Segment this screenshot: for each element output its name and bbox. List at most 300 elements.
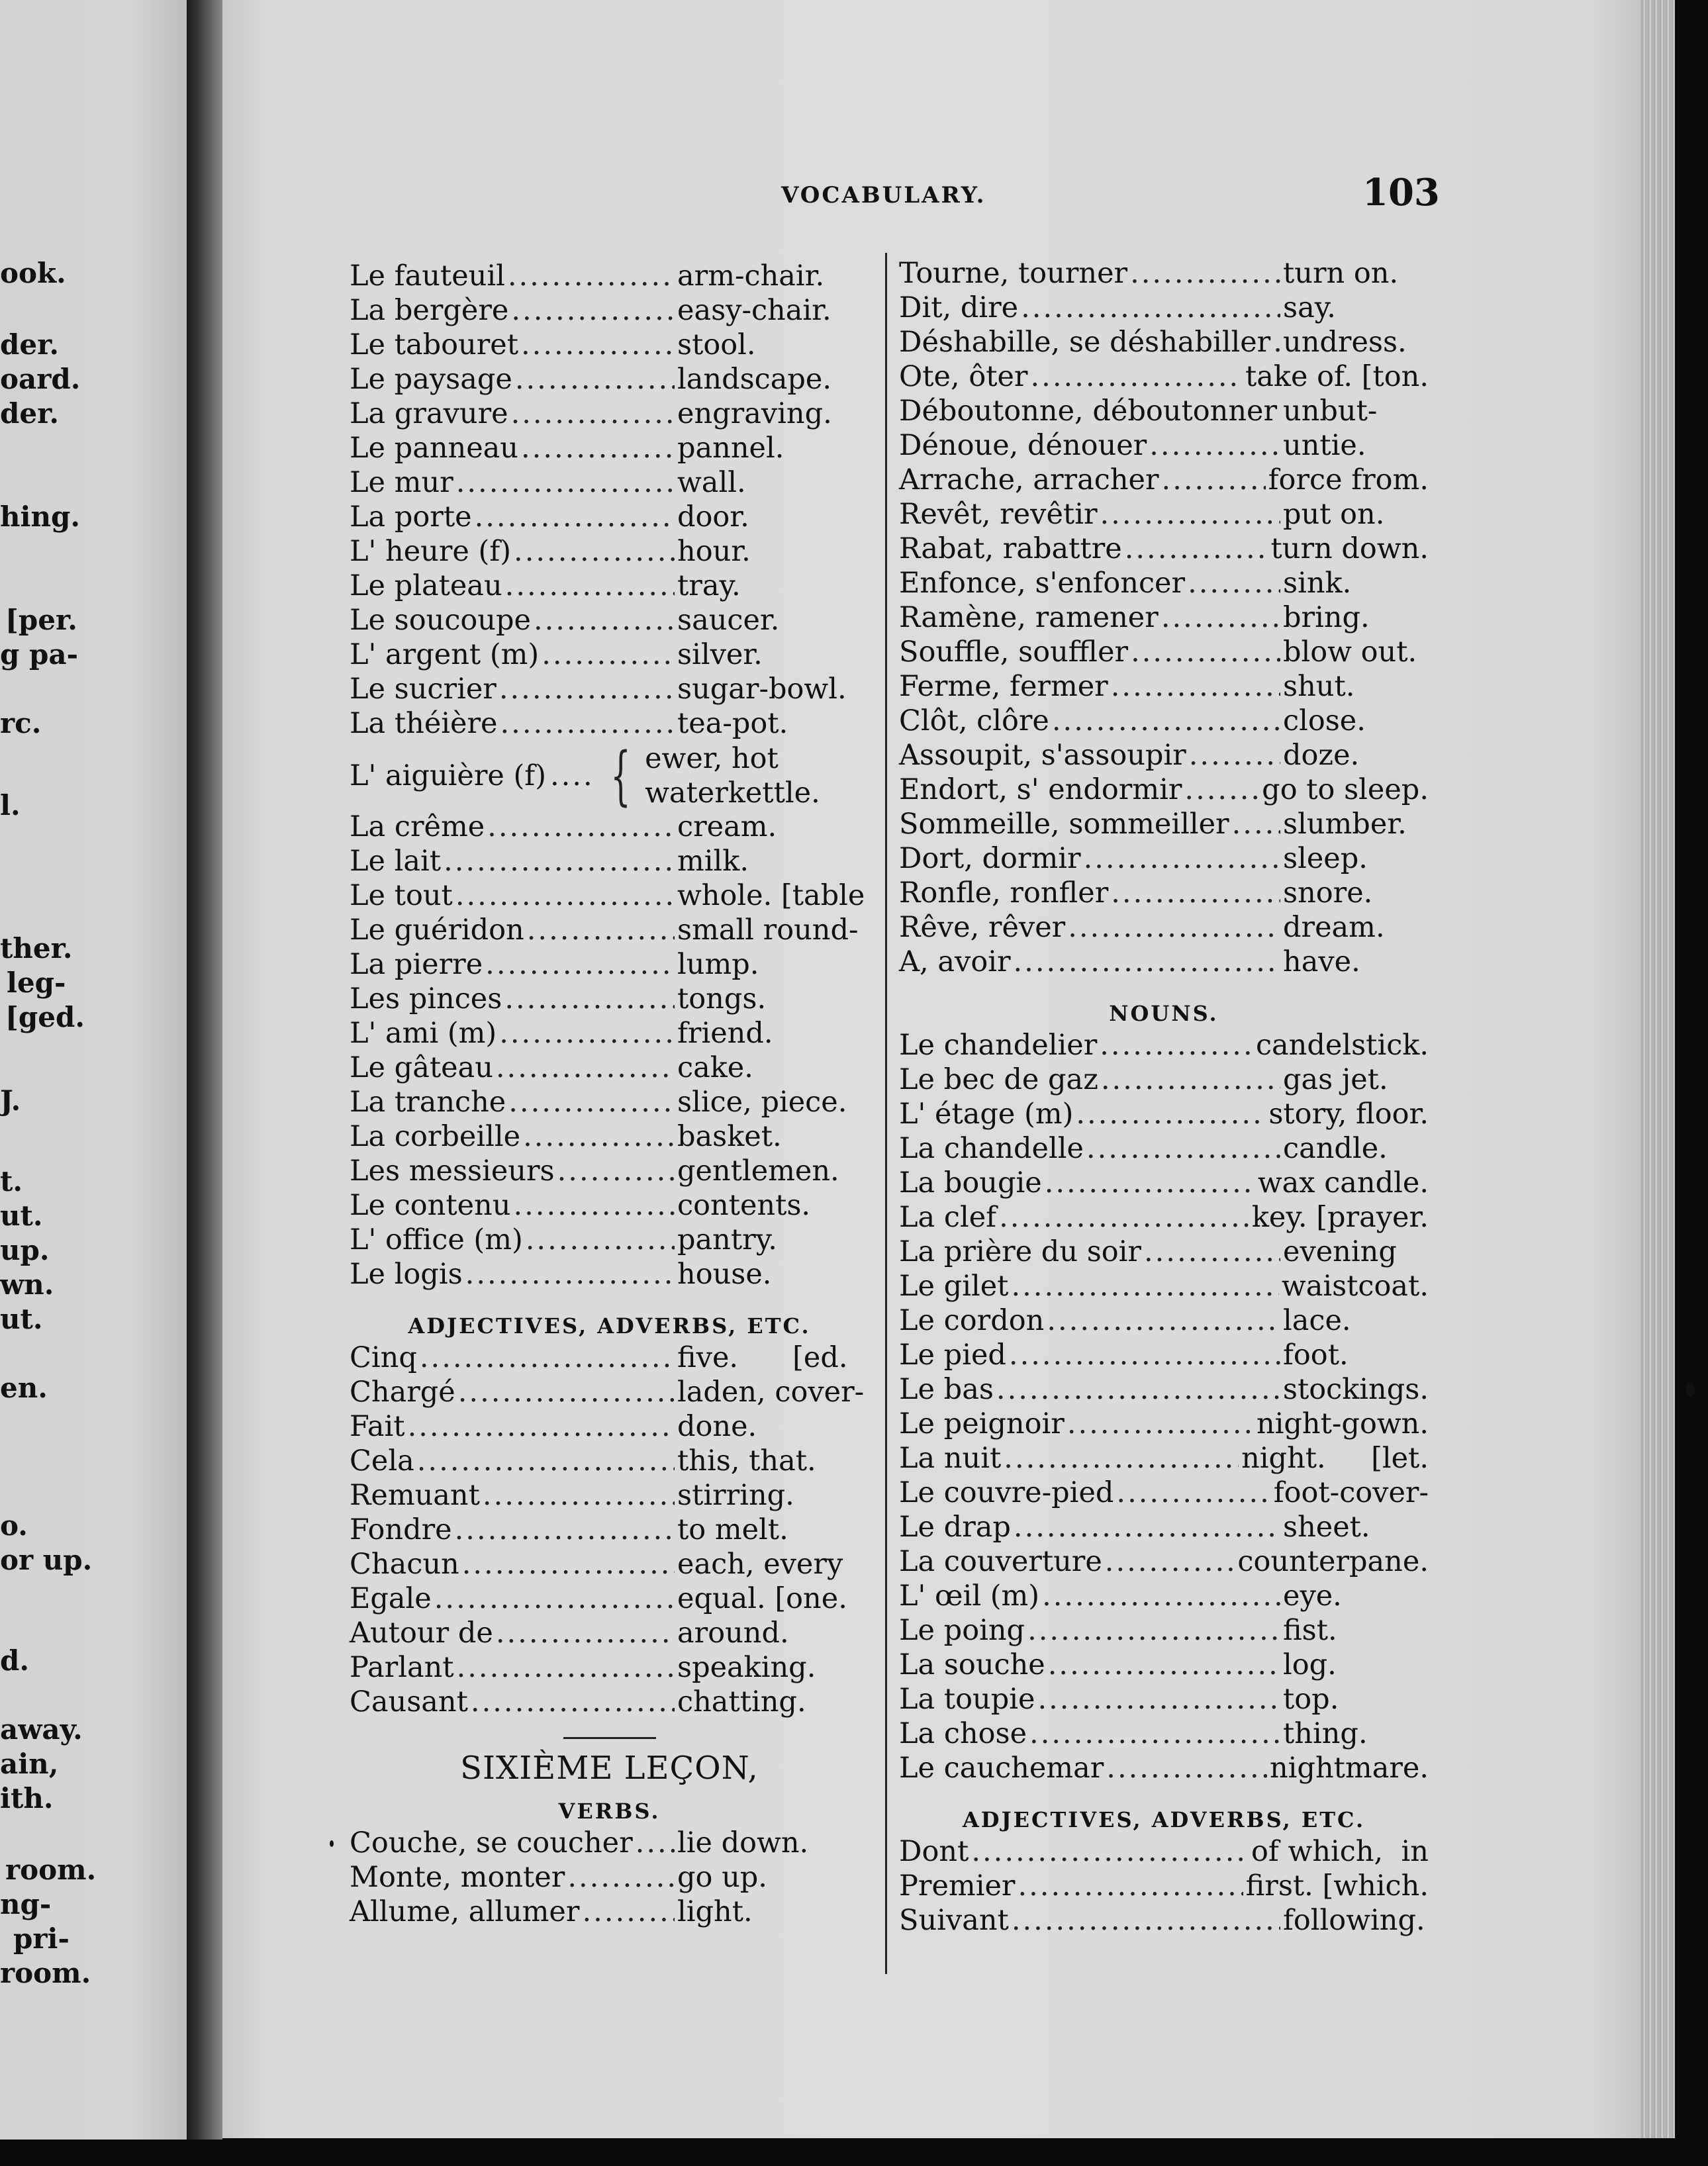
english-gloss: equal. [one. <box>677 1582 847 1615</box>
french-term: Couche, se coucher <box>350 1826 633 1860</box>
vocab-entry <box>350 1548 869 1582</box>
facing-page-text-fragment: hing. <box>0 500 81 533</box>
english-gloss: small round- <box>677 914 859 947</box>
french-term: Rêve, rêver <box>899 911 1066 944</box>
english-gloss: pantry. <box>677 1223 777 1256</box>
french-term: L' argent (m) <box>350 638 540 671</box>
leader-dots <box>483 1479 675 1512</box>
leader-dots <box>1004 1442 1239 1475</box>
english-gloss: door. <box>677 500 749 534</box>
vocab-entry <box>350 1086 869 1120</box>
vocab-entry <box>899 1029 1429 1063</box>
facing-page-text-fragment: room. <box>5 1854 97 1886</box>
facing-page-text-fragment: en. <box>0 1372 48 1404</box>
facing-page-text-fragment: der. <box>0 328 59 361</box>
vocab-entry <box>899 1235 1429 1270</box>
vocab-entry <box>899 601 1429 636</box>
leader-dots <box>496 1051 675 1084</box>
leader-dots <box>457 1651 675 1684</box>
vocab-entry <box>899 291 1429 326</box>
vocab-entry <box>899 1835 1429 1869</box>
english-gloss: turn on. <box>1283 257 1399 290</box>
english-gloss: landscape. <box>677 363 832 396</box>
english-gloss: waterkettle. <box>645 777 820 810</box>
leader-dots <box>1042 1579 1280 1613</box>
french-term: La crême <box>350 810 485 843</box>
french-term: La théière <box>350 707 498 740</box>
french-term: La corbeille <box>350 1120 521 1153</box>
facing-page-text-fragment: ther. <box>0 932 73 965</box>
vocab-entry <box>350 1617 869 1651</box>
english-gloss: eye. <box>1283 1579 1342 1613</box>
facing-page-text-fragment: g pa- <box>0 638 79 671</box>
leader-dots <box>1029 1717 1280 1750</box>
leader-dots <box>485 948 675 981</box>
leader-dots <box>1161 601 1280 634</box>
vocab-entry <box>350 397 869 432</box>
french-term: Cinq <box>350 1341 417 1374</box>
french-term: L' heure (f) <box>350 535 512 568</box>
english-gloss: arm-chair. <box>677 259 825 293</box>
french-term: Monte, monter <box>350 1861 565 1894</box>
book-gutter <box>187 0 222 2166</box>
leader-dots <box>534 604 675 637</box>
leader-dots <box>1188 567 1280 600</box>
vocab-entry <box>350 810 869 845</box>
vocab-entry <box>899 1373 1429 1407</box>
leader-dots <box>1009 1339 1280 1372</box>
vocab-entry <box>350 1223 869 1258</box>
english-gloss: dream. <box>1283 911 1385 944</box>
vocab-entry <box>350 1341 869 1376</box>
english-gloss: this, that. <box>677 1444 816 1478</box>
vocab-entry <box>899 1683 1429 1717</box>
english-gloss: tea-pot. <box>677 707 788 740</box>
vocab-list-nouns <box>899 1029 1429 1786</box>
english-gloss: first. [which. <box>1245 1869 1429 1903</box>
vocab-entry <box>350 982 869 1017</box>
english-gloss: cake. <box>677 1051 753 1084</box>
english-gloss: engraving. <box>677 397 832 430</box>
vocab-entry <box>899 1166 1429 1201</box>
facing-page-text-fragment: or up. <box>0 1544 93 1576</box>
french-term: Ronfle, ronfler <box>899 876 1109 910</box>
vocab-entry <box>899 1648 1429 1683</box>
vocab-entry <box>350 466 869 500</box>
french-term: Dit, dire <box>899 291 1019 324</box>
english-gloss: following. <box>1283 1904 1425 1937</box>
leader-dots <box>500 707 675 740</box>
leader-dots <box>465 1258 675 1291</box>
leader-dots <box>444 845 675 878</box>
column-divider <box>885 253 887 1974</box>
section-rule <box>563 1737 656 1739</box>
leader-dots <box>499 673 675 706</box>
leader-dots <box>557 1154 675 1188</box>
facing-page-text-fragment: ut. <box>0 1200 43 1232</box>
page-number: 103 <box>1362 171 1440 214</box>
facing-page-text-fragment: o. <box>0 1509 28 1542</box>
leader-dots <box>508 259 675 293</box>
french-term: Ote, ôter <box>899 360 1028 393</box>
english-gloss: foot-cover- <box>1273 1476 1429 1509</box>
english-gloss: cream. <box>677 810 777 843</box>
french-term: L' œil (m) <box>899 1579 1040 1613</box>
leader-dots <box>542 638 675 671</box>
vocab-entry <box>899 636 1429 670</box>
english-gloss: night-gown. <box>1256 1407 1429 1440</box>
facing-page-text-fragment: ook. <box>0 257 66 289</box>
section-heading-adjectives: ADJECTIVES, ADVERBS, ETC. <box>408 1313 811 1339</box>
vocab-entry <box>899 1063 1429 1098</box>
english-gloss: to melt. <box>677 1513 788 1546</box>
french-term: Le bec de gaz <box>899 1063 1098 1096</box>
vocab-entry-braced <box>350 739 869 813</box>
section-heading-nouns: NOUNS. <box>1109 1001 1219 1026</box>
leader-dots <box>1011 1270 1278 1303</box>
french-term: Enfonce, s'enfoncer <box>899 567 1186 600</box>
leader-dots <box>1047 1304 1280 1337</box>
leader-dots <box>456 466 675 499</box>
french-term: Allume, allumer <box>350 1895 580 1928</box>
leader-dots <box>496 1617 675 1650</box>
french-term: Le sucrier <box>350 673 497 706</box>
brace-mark: { <box>610 739 631 813</box>
leader-dots <box>1131 636 1280 669</box>
facing-page-text-fragment: leg- <box>7 966 66 999</box>
english-gloss: done. <box>677 1410 757 1443</box>
vocab-entry <box>350 1376 869 1410</box>
leader-dots <box>434 1582 675 1615</box>
leader-dots <box>513 1189 675 1222</box>
french-term: La bergère <box>350 294 509 327</box>
english-gloss: go up. <box>677 1861 767 1894</box>
english-gloss: gas jet. <box>1283 1063 1388 1096</box>
leader-dots <box>521 432 675 465</box>
print-speck <box>1685 1382 1695 1397</box>
leader-dots <box>1106 1752 1267 1785</box>
english-gloss: log. <box>1283 1648 1337 1681</box>
leader-dots <box>1014 1511 1280 1544</box>
french-term: Le tabouret <box>350 328 518 361</box>
french-term: Le cordon <box>899 1304 1045 1337</box>
scan-border-right <box>1675 0 1708 2166</box>
leader-dots <box>455 879 675 912</box>
vocab-entry <box>350 1513 869 1548</box>
french-term: Le pied <box>899 1339 1006 1372</box>
leader-dots <box>1105 1545 1235 1578</box>
lesson-title: SIXIÈME LEÇON, <box>460 1750 759 1787</box>
vocab-entry <box>899 1442 1429 1476</box>
french-term: Le gilet <box>899 1270 1009 1303</box>
french-term: Le drap <box>899 1511 1011 1544</box>
running-head: VOCABULARY. <box>781 182 986 209</box>
leader-dots <box>511 397 675 430</box>
french-term: Le bas <box>899 1373 994 1406</box>
leader-dots <box>1116 1476 1270 1509</box>
vocab-entry <box>899 670 1429 704</box>
leader-dots <box>511 294 675 327</box>
french-term: L' étage (m) <box>899 1098 1074 1131</box>
vocab-entry <box>350 500 869 535</box>
english-gloss: shut. <box>1283 670 1355 703</box>
vocab-entry <box>899 773 1429 808</box>
english-gloss: sleep. <box>1283 842 1368 875</box>
vocab-entry <box>899 567 1429 601</box>
french-term: Remuant <box>350 1479 480 1512</box>
facing-page-text-fragment: away. <box>0 1713 83 1746</box>
french-term: Causant <box>350 1685 468 1719</box>
english-gloss: foot. <box>1283 1339 1349 1372</box>
english-gloss: gentlemen. <box>677 1154 839 1188</box>
french-term: Le chandelier <box>899 1029 1098 1062</box>
french-term: La porte <box>350 500 472 534</box>
english-gloss: take of. [ton. <box>1245 360 1429 393</box>
english-gloss: force from. <box>1268 463 1429 496</box>
vocab-entry <box>350 1120 869 1154</box>
leader-dots <box>1052 704 1280 737</box>
english-gloss: hour. <box>677 535 751 568</box>
vocab-entry <box>899 360 1429 395</box>
french-term: Le tout <box>350 879 453 912</box>
french-term: Fait <box>350 1410 405 1443</box>
french-term: Ferme, fermer <box>899 670 1108 703</box>
leader-dots <box>1189 739 1280 772</box>
english-gloss: key. [prayer. <box>1251 1201 1429 1234</box>
vocab-entry <box>899 257 1429 291</box>
facing-page-text-fragment: pri- <box>13 1922 70 1955</box>
leader-dots <box>1018 1869 1243 1903</box>
vocab-entry <box>350 1444 869 1479</box>
vocab-entry <box>899 429 1429 463</box>
english-gloss: doze. <box>1283 739 1360 772</box>
leader-dots <box>1045 1166 1255 1200</box>
leader-dots <box>996 1373 1280 1406</box>
english-gloss: counterpane. <box>1237 1545 1429 1578</box>
french-term: Ramène, ramener <box>899 601 1159 634</box>
leader-dots <box>1130 257 1280 290</box>
vocab-entry <box>899 1869 1429 1904</box>
french-term: La gravure <box>350 397 508 430</box>
leader-dots <box>1184 773 1259 806</box>
english-gloss: ewer, hot <box>645 742 779 775</box>
french-term: Chacun <box>350 1548 459 1581</box>
vocab-entry <box>899 911 1429 945</box>
english-gloss: chatting. <box>677 1685 806 1719</box>
english-gloss: undress. <box>1283 326 1407 359</box>
english-gloss: slice, piece. <box>677 1086 847 1119</box>
leader-dots <box>999 1201 1249 1234</box>
leader-dots <box>521 328 675 361</box>
french-term: Le gâteau <box>350 1051 493 1084</box>
french-term: Le plateau <box>350 569 502 602</box>
leader-dots <box>1037 1683 1280 1716</box>
english-gloss: stool. <box>677 328 756 361</box>
leader-dots <box>1111 876 1280 910</box>
vocab-entry <box>350 363 869 397</box>
french-term: Premier <box>899 1869 1016 1903</box>
facing-page-text-fragment: up. <box>0 1234 50 1266</box>
english-gloss: pannel. <box>677 432 784 465</box>
vocab-list-furniture <box>350 259 869 741</box>
french-term: Rabat, rabattre <box>899 532 1122 565</box>
french-term: Le poing <box>899 1614 1025 1647</box>
french-term: Le fauteuil <box>350 259 505 293</box>
leader-dots <box>523 1120 675 1153</box>
vocab-entry <box>899 842 1429 876</box>
english-gloss: of which, in <box>1251 1835 1429 1868</box>
vocab-entry <box>899 532 1429 567</box>
facing-page-text-fragment: J. <box>0 1084 21 1117</box>
leader-dots <box>1014 945 1280 978</box>
english-gloss: basket. <box>677 1120 782 1153</box>
facing-page-text-fragment: l. <box>0 789 21 822</box>
french-term: Souffle, souffler <box>899 636 1129 669</box>
vocab-entry <box>899 1545 1429 1579</box>
leader-dots <box>1144 1235 1280 1268</box>
vocab-entry <box>350 535 869 569</box>
english-gloss: silver. <box>677 638 763 671</box>
leader-dots <box>1021 291 1280 324</box>
vocab-entry <box>899 326 1429 360</box>
leader-dots <box>515 363 675 396</box>
english-gloss: milk. <box>677 845 749 878</box>
leader-dots <box>1101 1063 1280 1096</box>
english-gloss: story, floor. <box>1268 1098 1429 1131</box>
french-term: Le paysage <box>350 363 512 396</box>
french-term: Assoupit, s'assoupir <box>899 739 1186 772</box>
english-gloss: bring. <box>1283 601 1370 634</box>
vocab-entry <box>350 1154 869 1189</box>
vocab-entry <box>899 1717 1429 1752</box>
vocab-entry <box>899 1614 1429 1648</box>
vocab-entry <box>899 1270 1429 1304</box>
french-term: Clôt, clôre <box>899 704 1049 737</box>
leader-dots <box>1086 1132 1280 1165</box>
french-term: Le logis <box>350 1258 463 1291</box>
english-gloss: contents. <box>677 1189 811 1222</box>
vocab-entry <box>899 1407 1429 1442</box>
facing-page-text-fragment: [ged. <box>5 1001 85 1033</box>
leader-dots <box>1084 842 1280 875</box>
french-term: La bougie <box>899 1166 1042 1200</box>
english-gloss: nightmare. <box>1269 1752 1429 1785</box>
vocab-entry <box>350 1017 869 1051</box>
leader-dots <box>471 1685 675 1719</box>
vocab-entry <box>350 569 869 604</box>
french-term: La souche <box>899 1648 1045 1681</box>
french-term: La nuit <box>899 1442 1002 1475</box>
leader-dots <box>417 1444 675 1478</box>
vocab-entry <box>350 914 869 948</box>
french-term: A, avoir <box>899 945 1011 978</box>
vocab-entry <box>899 1132 1429 1166</box>
leader-dots <box>455 1513 675 1546</box>
vocab-entry <box>899 1511 1429 1545</box>
french-term: Chargé <box>350 1376 455 1409</box>
leader-dots <box>1048 1648 1280 1681</box>
vocab-entry <box>350 1479 869 1513</box>
leader-dots <box>582 1895 675 1928</box>
vocab-entry <box>899 463 1429 498</box>
french-term: Le couvre-pied <box>899 1476 1114 1509</box>
vocab-entry <box>350 604 869 638</box>
facing-page-fragment <box>0 0 187 2166</box>
french-term: Les messieurs <box>350 1154 555 1188</box>
french-term: La couverture <box>899 1545 1102 1578</box>
vocab-entry <box>350 432 869 466</box>
leader-dots <box>475 500 675 534</box>
scan-border-bottom <box>0 2140 1708 2166</box>
section-heading-verbs: VERBS. <box>558 1799 661 1824</box>
leader-dots <box>408 1410 675 1443</box>
french-term: L' ami (m) <box>350 1017 497 1050</box>
french-term: Le soucoupe <box>350 604 531 637</box>
english-gloss: lump. <box>677 948 759 981</box>
french-term: Tourne, tourner <box>899 257 1128 290</box>
english-gloss: waistcoat. <box>1281 1270 1429 1303</box>
french-term: Le contenu <box>350 1189 511 1222</box>
vocab-entry <box>899 1201 1429 1235</box>
facing-page-text-fragment: ng- <box>0 1888 52 1920</box>
leader-dots <box>1100 498 1280 531</box>
vocab-entry <box>350 259 869 294</box>
facing-page-text-fragment: wn. <box>0 1268 54 1301</box>
vocab-entry <box>899 1579 1429 1614</box>
english-gloss: say. <box>1283 291 1336 324</box>
page-edge-stack <box>1640 0 1675 2138</box>
english-gloss: around. <box>677 1617 789 1650</box>
print-speck <box>330 1840 334 1847</box>
leader-dots <box>458 1376 675 1409</box>
vocab-list-verbs <box>350 1826 869 1930</box>
vocab-entry <box>899 1476 1429 1511</box>
english-gloss: fist. <box>1283 1614 1337 1647</box>
leader-dots <box>487 810 675 843</box>
facing-page-text-fragment: ut. <box>0 1303 43 1335</box>
vocab-entry <box>899 1904 1429 1938</box>
french-term: Dénoue, dénouer <box>899 429 1147 462</box>
vocab-entry <box>350 1861 869 1895</box>
english-gloss: sheet. <box>1283 1511 1370 1544</box>
english-gloss: lie down. <box>677 1826 809 1860</box>
leader-dots <box>636 1826 675 1860</box>
facing-page-text-fragment: ain, <box>0 1748 59 1780</box>
leader-dots <box>514 535 675 568</box>
vocab-entry <box>350 1189 869 1223</box>
english-gloss: snore. <box>1283 876 1373 910</box>
french-term: Le guéridon <box>350 914 524 947</box>
leader-dots <box>526 1223 675 1256</box>
english-gloss: laden, cover- <box>677 1376 865 1409</box>
french-term: La toupie <box>899 1683 1035 1716</box>
vocab-entry <box>350 1582 869 1617</box>
vocab-entry <box>899 808 1429 842</box>
english-gloss: put on. <box>1283 498 1385 531</box>
facing-page-text-fragment: rc. <box>0 707 42 739</box>
french-term: Déboutonne, déboutonner <box>899 395 1278 428</box>
french-term: Dort, dormir <box>899 842 1081 875</box>
english-gloss: candelstick. <box>1255 1029 1429 1062</box>
vocab-entry <box>350 845 869 879</box>
english-gloss: turn down. <box>1270 532 1429 565</box>
leader-dots <box>527 914 675 947</box>
facing-page-text-fragment: oard. <box>0 363 81 395</box>
leader-dots <box>1232 808 1280 841</box>
vocab-entry <box>899 1752 1429 1786</box>
english-gloss: blow out. <box>1283 636 1417 669</box>
french-term: Suivant <box>899 1904 1009 1937</box>
